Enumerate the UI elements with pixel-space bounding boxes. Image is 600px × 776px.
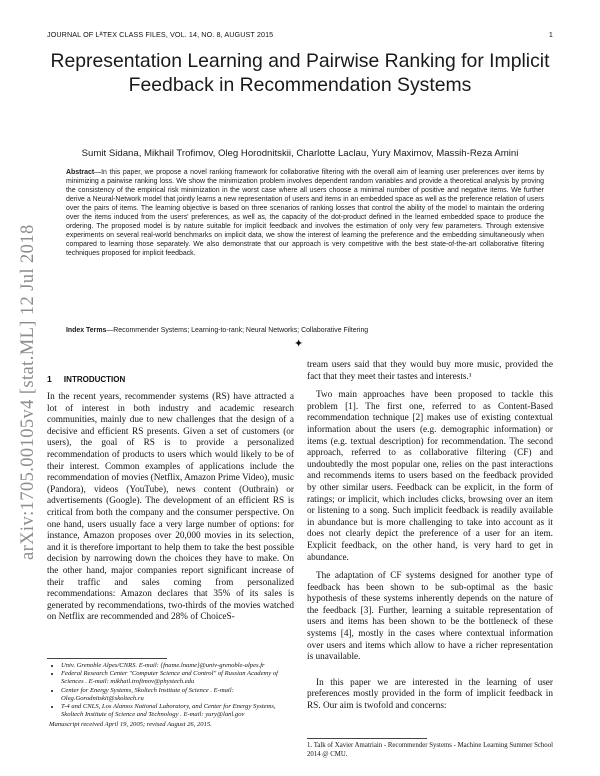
separator-diamond-icon: ✦ <box>294 337 304 350</box>
footnote: 1. Talk of Xavier Amatriain - Recommender Systems - Machine Learning Summer School 2014 @ CMU. <box>307 742 553 758</box>
paragraph-aim: In this paper we are interested in the learning of user preferences mostly provided in the form of implicit feedback in RS. Our aim is twofold and concerns: <box>307 677 553 712</box>
section-title-rest: NTRODUCTION <box>66 375 126 384</box>
footnote-rule-right <box>307 738 427 739</box>
journal-header: JOURNAL OF LᴬTEX CLASS FILES, VOL. 14, NO. 8, AUGUST 2015 <box>47 30 274 39</box>
index-terms <box>66 326 544 335</box>
arxiv-stamp: arXiv:1705.00105v4 [stat.ML] 12 Jul 2018 <box>18 224 38 560</box>
paragraph-continued: tream users said that they would buy more music, provided the fact that they meet their tastes and interests.¹ <box>307 360 553 382</box>
footnote-rule <box>47 658 167 659</box>
index-terms-text: —Recommender Systems; Learning-to-rank; Neural Networks; Collaborative Filtering <box>106 327 369 334</box>
abstract-label: Abstract <box>66 169 95 176</box>
index-terms-label: Index Terms <box>66 327 107 334</box>
right-column <box>307 360 553 720</box>
section-title-initial: I <box>63 374 67 384</box>
section-heading <box>47 374 125 384</box>
affiliations <box>47 662 294 730</box>
paragraph-adaptation: The adaptation of CF systems designed for another type of feedback has been shown to be sub-optimal as the basic hypothesis of these systems inherently depends on the nature of the feedback [3]. Further, learning a suitable representation of users and items has been shown to be the bottleneck of these systems [4], mostly in the cases where contextual information over users and items which allow to have a richer representation is unavailable. <box>307 571 553 663</box>
affiliation-item: • T-4 and CNLS, Los Alamos National Laboratory, and Center for Energy Systems, Skoltech Institute of Science and Technology . E-mail: yury@lanl.gov <box>61 703 294 719</box>
abstract-text: —In this paper, we propose a novel ranking framework for collaborative filtering with the overall aim of learning user preferences over items by minimizing a pairwise ranking loss. We show the minimization problem involves dependent random variables and provide a theoretical analysis by proving the consistency of the empirical risk minimization in the worst case where all users choose a minimal number of positive and negative items. We further derive a Neural-Network model that jointly learns a new representation of users and items in an embedded space as well as the preference relation of users over the pairs of items. The learning objective is based on three scenarios of ranking losses that control the ability of the model to maintain the ordering over the items induced from the users' preferences, as well as, the capacity of the dot-product defined in the learned embedded space to produce the ordering. The proposed model is by nature suitable for implicit feedback and involves the estimation of only very few parameters. Through extensive experiments on several real-world benchmarks on implicit data, we show the interest of learning the preference and the embedding simultaneously when compared to learning those separately. We also demonstrate that our approach is very competitive with the best state-of-the-art collaborative filtering techniques proposed for implicit feedback. <box>66 169 544 258</box>
section-number: 1 <box>47 374 52 384</box>
page-number: 1 <box>548 30 553 39</box>
affiliation-item: • Univ. Grenoble Alpes/CNRS. E-mail: {fname.lname}@univ-grenoble-alpes.fr <box>61 662 294 670</box>
affiliation-item: • Federal Research Center "Computer Science and Control" of Russian Academy of Sciences . E-mail: mikhail.trofimov@phystech.edu <box>61 670 294 686</box>
author-list: Sumit Sidana, Mikhail Trofimov, Oleg Horodnitskii, Charlotte Laclau, Yury Maximov, Massih-Reza Amini <box>81 148 519 159</box>
abstract <box>66 168 544 258</box>
paragraph-approaches: Two main approaches have been proposed to tackle this problem [1]. The first one, referred to as Content-Based recommendation technique [2] makes use of existing contextual information about the users (e.g. demographic information) or items (e.g. textual description) for recommendation. The second approach, referred to as collaborative filtering (CF) and undoubtedly the most popular one, relies on the past interactions and recommends items to users based on the feedback provided by other similar users. Feedback can be explicit, in the form of ratings; or implicit, which includes clicks, browsing over an item or listening to a song. Such implicit feedback is readily available in abundance but is more challenging to take into account as it does not clearly depict the preference of a user for an item. Explicit feedback, on the other hand, is very hard to get in abundance. <box>307 390 553 563</box>
intro-paragraph: In the recent years, recommender systems (RS) have attracted a lot of interest in both industry and academic research communities, mainly due to new challenges that the design of a decisive and efficient RS presents. Given a set of customers (or users), the goal of RS is to provide a personalized recommendation of products to users which would likely to be of their interest. Common examples of applications include the recommendation of movies (Netflix, Amazon Prime Video), music (Pandora), videos (YouTube), news content (Outbrain) or advertisements (Google). The development of an efficient RS is critical from both the company and the consumer perspective. On one hand, users usually face a very large number of options: for instance, Amazon proposes over 20,000 movies in its selection, and it is therefore important to help them to take the best possible decision by narrowing down the choices they have to make. On the other hand, major companies report significant increase of their traffic and sales coming from personalized recommendations: Amazon declares that 35% of its sales is generated by recommendations, two-thirds of the movies watched on Netflix are recommended and 28% of ChoiceS- <box>47 392 294 623</box>
paper-title: Representation Learning and Pairwise Ranking for Implicit Feedback in Recommendation Systems <box>50 50 550 96</box>
running-header <box>47 30 553 40</box>
left-column <box>47 392 294 631</box>
affiliation-item: • Center for Energy Systems, Skoltech Institute of Science . E-mail: Oleg.Gorodnitskii@skoltech.ru <box>61 687 294 703</box>
manuscript-note: Manuscript received April 19, 2005; revised August 26, 2015. <box>49 721 212 729</box>
